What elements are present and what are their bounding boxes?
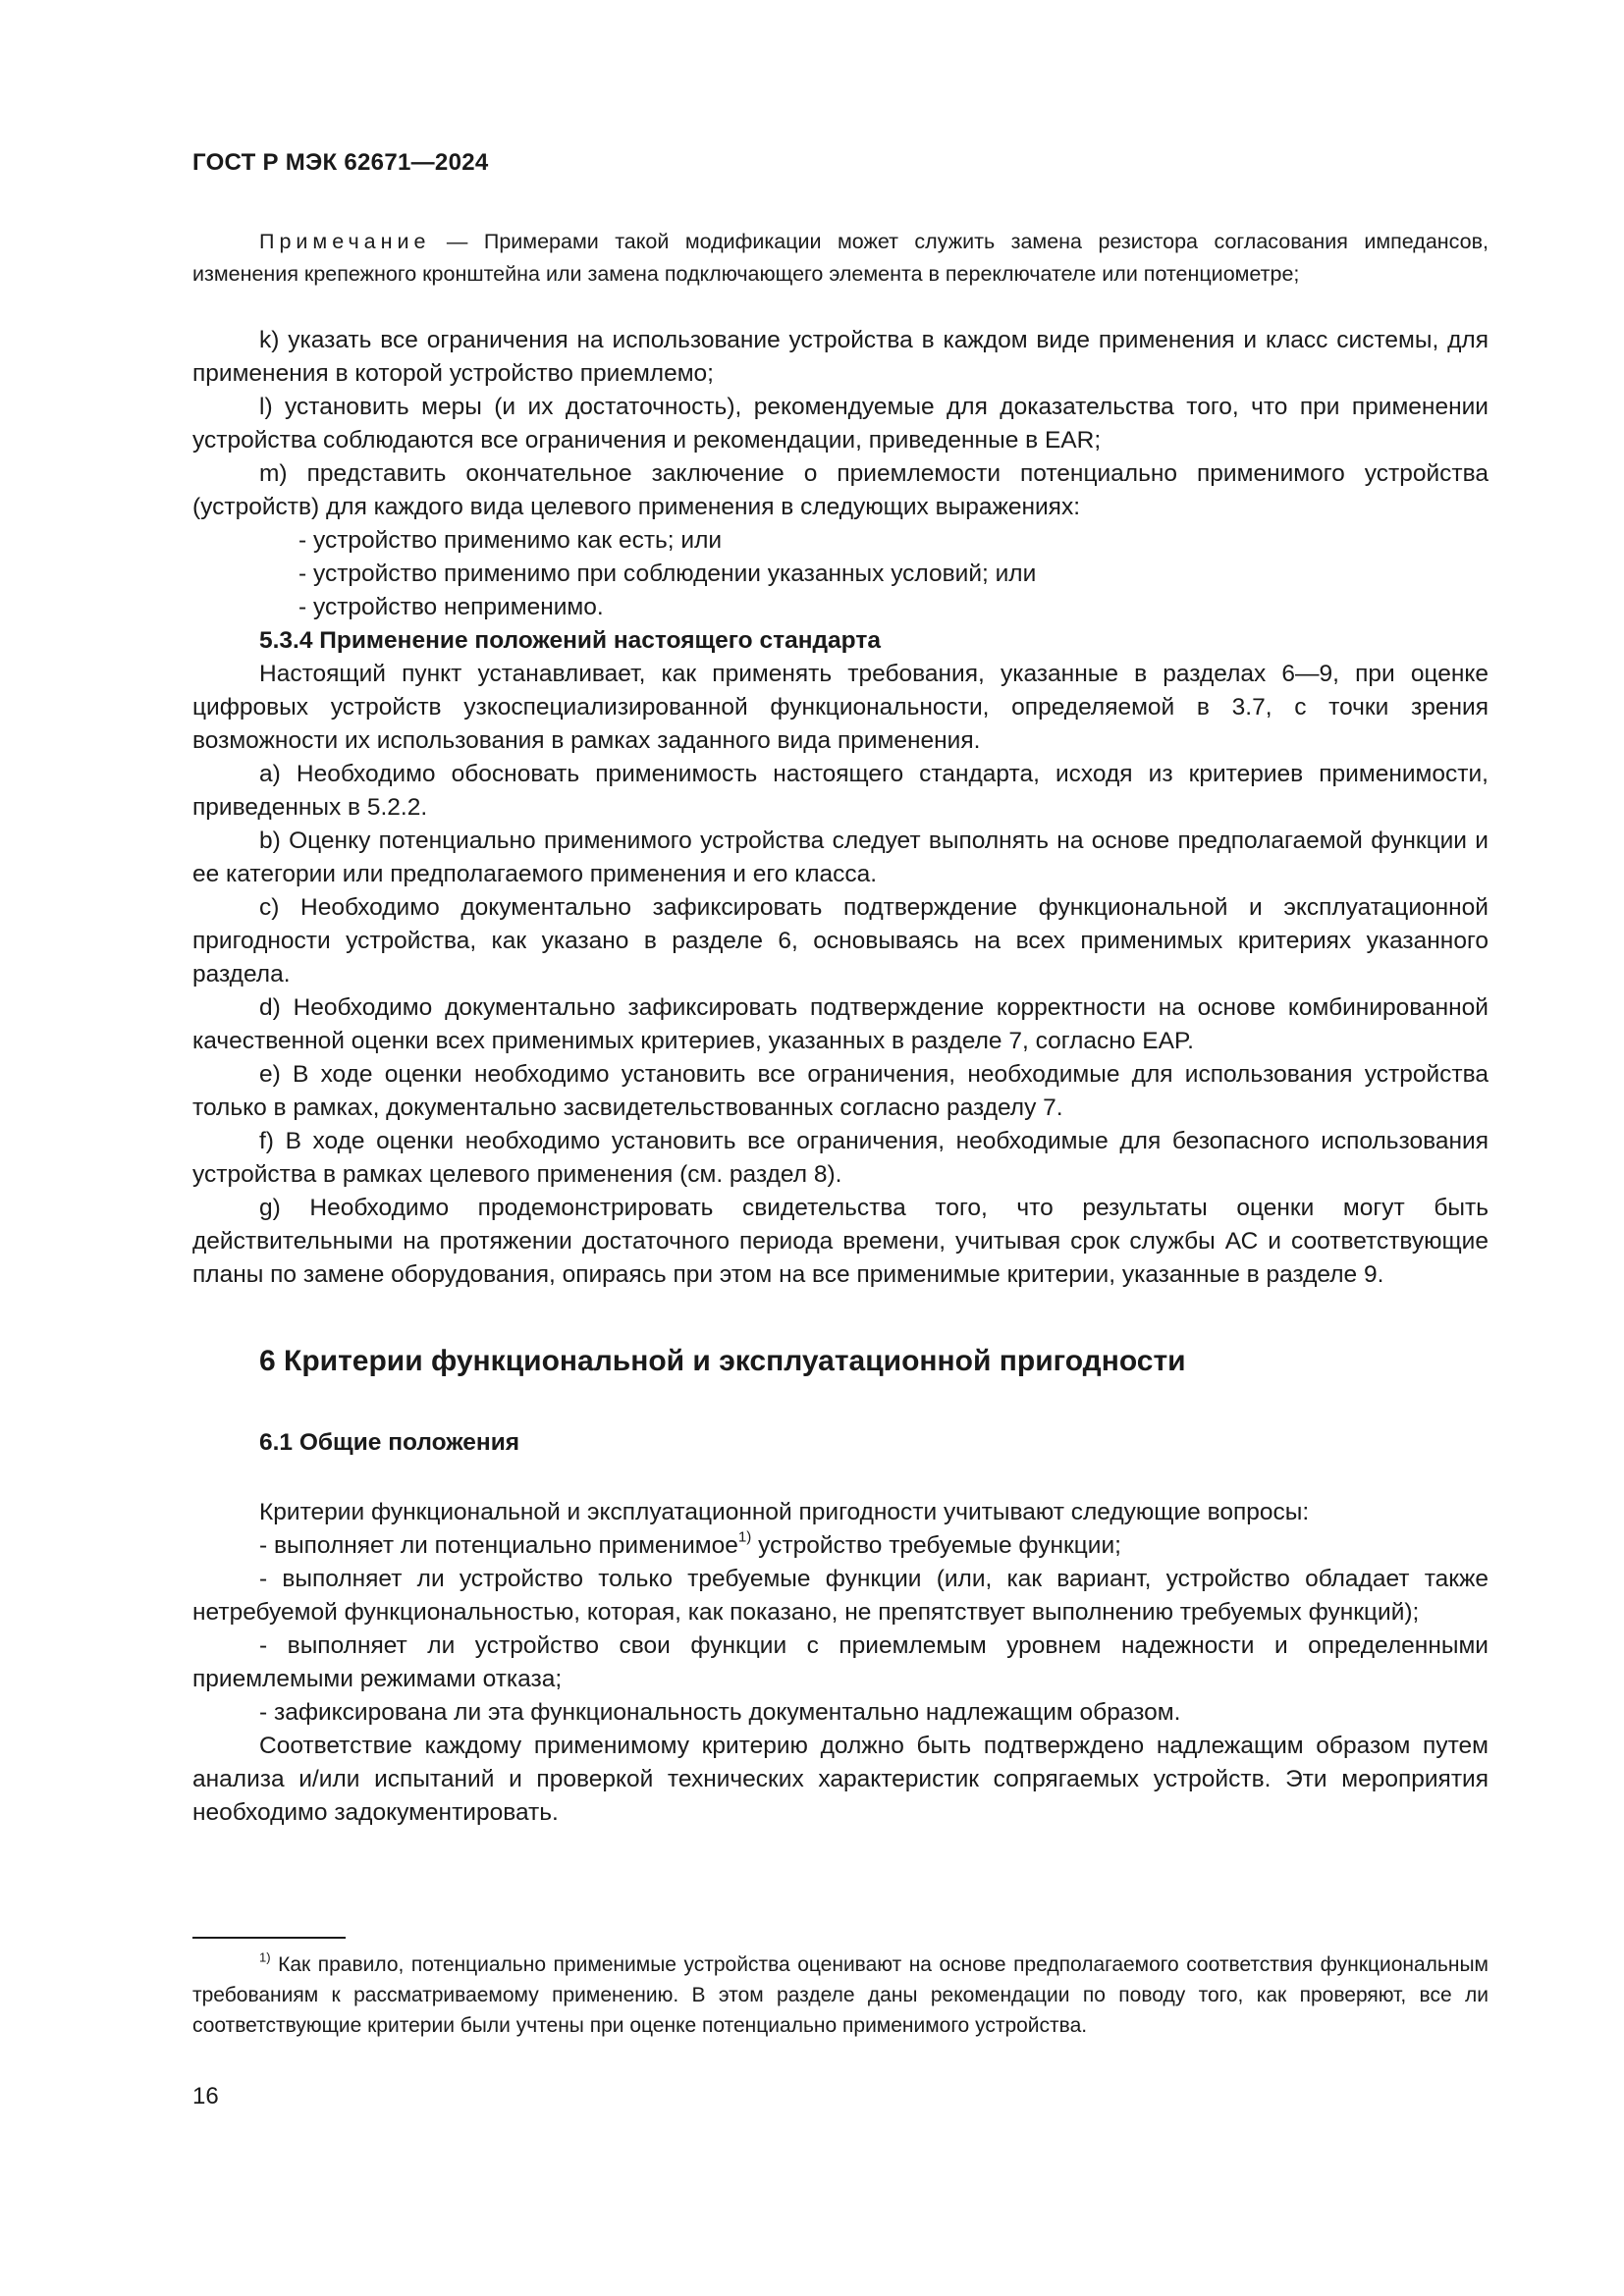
- section-6-heading: 6 Критерии функциональной и эксплуатационной пригодности: [259, 1345, 1186, 1377]
- footnote-reference[interactable]: 1): [737, 1528, 752, 1546]
- criteria-item-1-text: - выполняет ли потенциально применимое: [259, 1532, 738, 1559]
- criteria-item-1: [192, 1529, 1489, 1563]
- dash-item-conditional: - устройство применимо при соблюдении указанных условий; или: [298, 561, 1037, 587]
- section-5-3-body: [192, 324, 1489, 1292]
- criteria-item-2: - выполняет ли устройство только требуемые функции (или, как вариант, устройство обладает также нетребуемой функциональностью, которая, как показано, не препятствует выполнению требуемых функций);: [192, 1566, 1489, 1626]
- criteria-item-3: - выполняет ли устройство свои функции с приемлемым уровнем надежности и определенными приемлемыми режимами отказа;: [192, 1632, 1489, 1692]
- dash-item-applicable: - устройство применимо как есть; или: [298, 527, 723, 554]
- paragraph-b: b) Оценку потенциально применимого устройства следует выполнять на основе предполагаемой функции и ее категории или предполагаемого применения и его класса.: [192, 828, 1489, 887]
- note-paragraph: [192, 226, 1489, 291]
- criteria-item-1-text-end: устройство требуемые функции;: [751, 1532, 1121, 1559]
- footnote: [192, 1949, 1489, 2041]
- standard-header: ГОСТ Р МЭК 62671—2024: [192, 149, 489, 176]
- paragraph-intro: Настоящий пункт устанавливает, как применять требования, указанные в разделах 6—9, при оценке цифровых устройств узкоспециализированной функциональности, определяемой в 3.7, с точки зрения возможности их использования в рамках заданного вида применения.: [192, 661, 1489, 754]
- paragraph-a: a) Необходимо обосновать применимость настоящего стандарта, исходя из критериев применимости, приведенных в 5.2.2.: [192, 761, 1489, 821]
- criteria-closing: Соответствие каждому применимому критерию должно быть подтверждено надлежащим образом путем анализа и/или испытаний и проверкой технических характеристик сопрягаемых устройств. Эти мероприятия необходимо задокументировать.: [192, 1733, 1489, 1826]
- footnote-text: Как правило, потенциально применимые устройства оценивают на основе предполагаемого соответствия функциональным требованиям к рассматриваемому применению. В этом разделе даны рекомендации по поводу того, как проверяют, все ли соответствующие критерии были учтены при оценке потенциально применимого устройства.: [192, 1953, 1489, 2037]
- subheading-5-3-4: 5.3.4 Применение положений настоящего стандарта: [259, 627, 881, 654]
- list-item-m: m) представить окончательное заключение о приемлемости потенциально применимого устройства (устройств) для каждого вида целевого применения в следующих выражениях:: [192, 460, 1489, 520]
- paragraph-d: d) Необходимо документально зафиксировать подтверждение корректности на основе комбинированной качественной оценки всех применимых критериев, указанных в разделе 7, согласно EAP.: [192, 994, 1489, 1054]
- note-text: — Примерами такой модификации может служить замена резистора согласования импедансов, изменения крепежного кронштейна или замена подключающего элемента в переключателе или потенциометре;: [192, 230, 1489, 286]
- criteria-item-4: - зафиксирована ли эта функциональность документально надлежащим образом.: [259, 1699, 1181, 1726]
- section-6-1-body: [192, 1496, 1489, 1830]
- list-item-k: k) указать все ограничения на использование устройства в каждом виде применения и класс системы, для применения в которой устройство приемлемо;: [192, 327, 1489, 387]
- dash-item-not-applicable: - устройство неприменимо.: [298, 594, 604, 620]
- paragraph-g: g) Необходимо продемонстрировать свидетельства того, что результаты оценки могут быть действительными на протяжении достаточного периода времени, учитывая срок службы АС и соответствующие планы по замене оборудования, опираясь при этом на все применимые критерии, указанные в разделе 9.: [192, 1195, 1489, 1288]
- paragraph-f: f) В ходе оценки необходимо установить все ограничения, необходимые для безопасного использования устройства в рамках целевого применения (см. раздел 8).: [192, 1128, 1489, 1188]
- list-item-l: l) установить меры (и их достаточность), рекомендуемые для доказательства того, что при применении устройства соблюдаются все ограничения и рекомендации, приведенные в EAR;: [192, 394, 1489, 454]
- footnote-marker: 1): [259, 1949, 271, 1965]
- section-6-1-heading: 6.1 Общие положения: [259, 1429, 520, 1456]
- paragraph-e: e) В ходе оценки необходимо установить все ограничения, необходимые для использования устройства только в рамках, документально засвидетельствованных согласно разделу 7.: [192, 1061, 1489, 1121]
- criteria-intro: Критерии функциональной и эксплуатационной пригодности учитывают следующие вопросы:: [259, 1499, 1310, 1525]
- page-number: 16: [192, 2083, 219, 2109]
- note-label: Примечание: [259, 230, 431, 253]
- paragraph-c: c) Необходимо документально зафиксировать подтверждение функциональной и эксплуатационной пригодности устройства, как указано в разделе 6, основываясь на всех применимых критериях указанного раздела.: [192, 894, 1489, 988]
- footnote-divider: [192, 1937, 346, 1939]
